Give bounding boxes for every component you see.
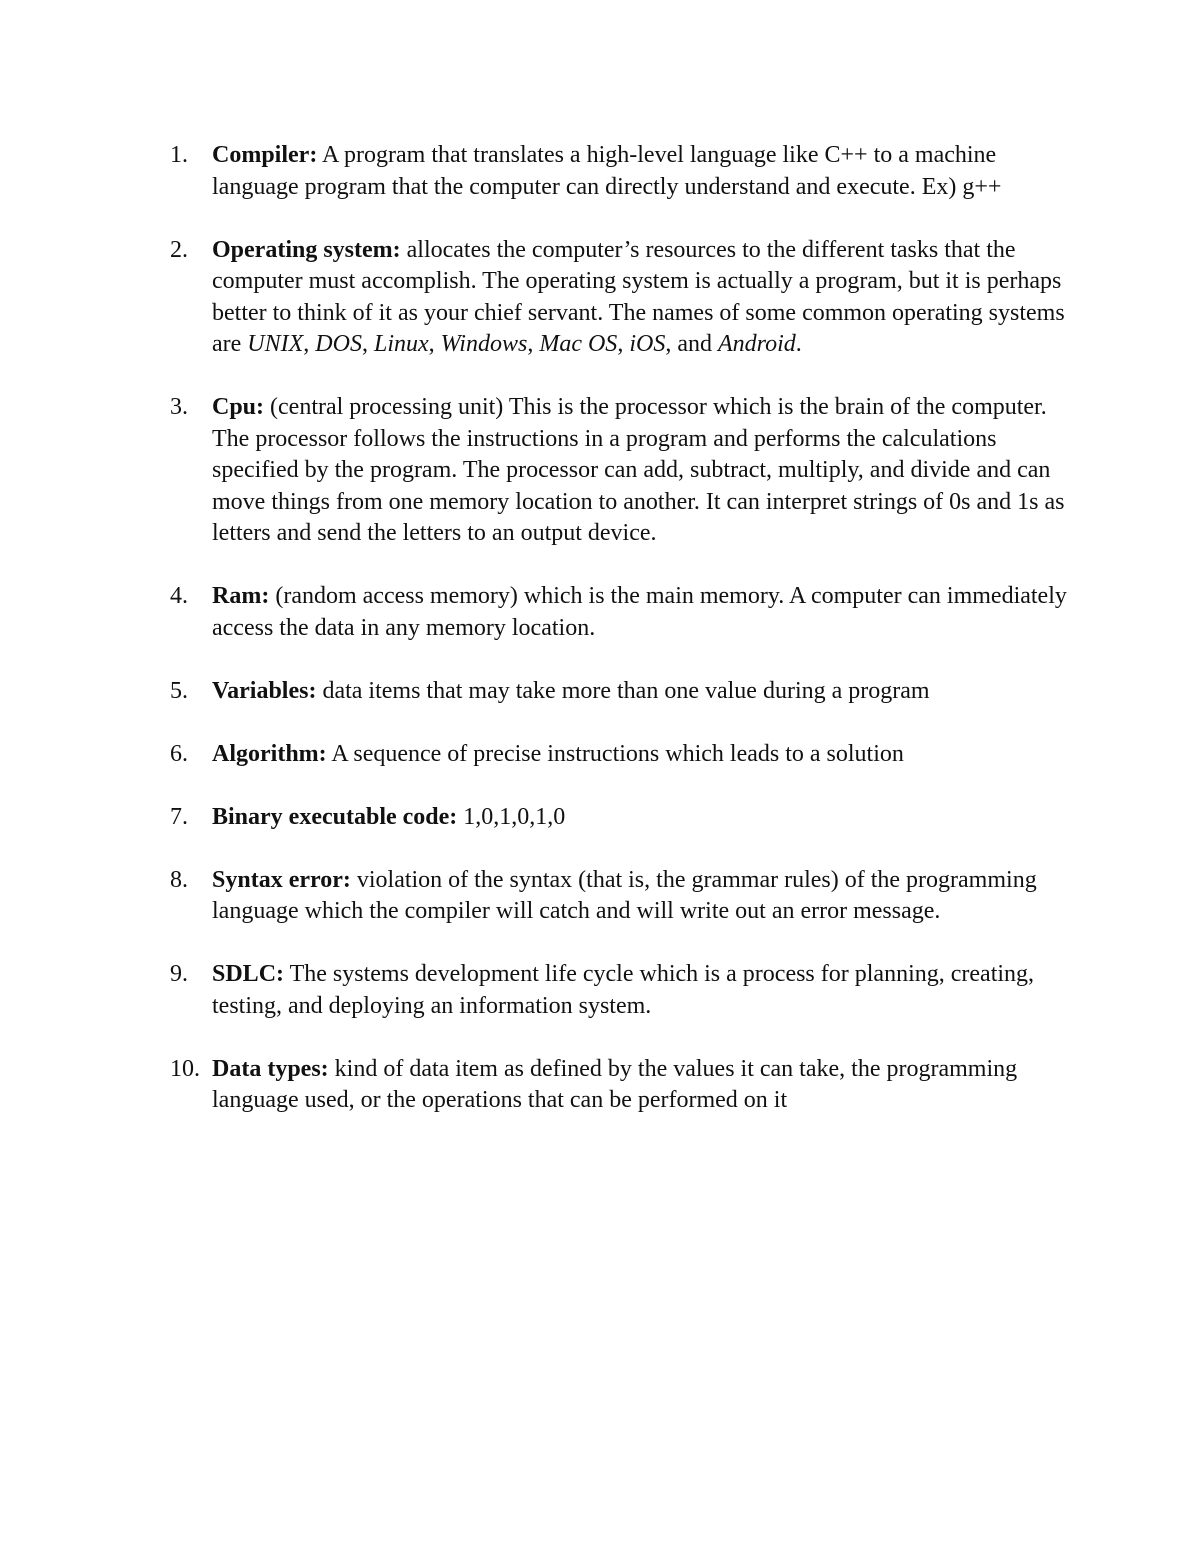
list-item-variables (170, 676, 1070, 708)
term-binary-executable-code: Binary executable code: (212, 803, 458, 830)
definition-syntax-error: violation of the syntax (that is, the grammar rules) of the programming language which the compiler will catch and will write out an error message. (212, 866, 1037, 924)
list-item-compiler (170, 140, 1070, 203)
item-number: 7. (170, 803, 188, 830)
list-item-syntax-error (170, 865, 1070, 928)
list-item-binary-executable-code (170, 802, 1070, 834)
item-number: 10. (170, 1055, 200, 1082)
definition-operating-system: allocates the computer’s resources to the different tasks that the computer must accomplish. The operating system is actually a program, but it is perhaps better to think of it as your chief servant. The names of some common operating systems are (212, 236, 1065, 357)
definition-data-types: kind of data item as defined by the values it can take, the programming language used, or the operations that can be performed on it (212, 1055, 1018, 1113)
list-item-algorithm (170, 739, 1070, 771)
list-item-sdlc (170, 959, 1070, 1022)
term-variables: Variables: (212, 677, 317, 704)
os-name-linux: Linux (373, 331, 429, 357)
item-number: 8. (170, 866, 188, 893)
item-number: 4. (170, 583, 188, 609)
list-item-cpu (170, 392, 1070, 550)
glossary-list (170, 140, 1070, 1148)
term-ram: Ram: (212, 583, 270, 609)
list-item-operating-system: 2. Operating system: allocates the computer’s resources to the different tasks that the computer must accomplish. The operating system is actually a program, but it is perhaps better to think of it as your chief servant. The names of some common operating systems are UNIX, DOS, Linux, Windows, Mac OS, iOS, and Android. (170, 236, 1065, 357)
term-sdlc: SDLC: (212, 961, 285, 987)
os-name-mac-os: Mac OS (539, 331, 618, 357)
definition-algorithm: A sequence of precise instructions which leads to a solution (331, 740, 904, 767)
definition-binary-executable-code: 1,0,1,0,1,0 (463, 803, 566, 830)
os-name-dos: DOS (315, 331, 362, 357)
item-number: 5. (170, 677, 188, 704)
definition-ram: (random access memory) which is the main memory. A computer can immediately access the data in any memory location. (212, 583, 1067, 641)
os-name-unix: UNIX (247, 331, 304, 357)
term-operating-system: Operating system: (212, 236, 401, 263)
item-number: 6. (170, 740, 188, 767)
list-item-data-types (170, 1054, 1070, 1117)
definition-compiler: A program that translates a high-level language like C++ to a machine language program that the computer can directly understand and execute. Ex) g++ (212, 142, 1002, 200)
os-name-windows: Windows (440, 331, 528, 357)
definition-sdlc: The systems development life cycle which is a process for planning, creating, testing, and deploying an information system. (212, 961, 1035, 1019)
term-data-types: Data types: (212, 1055, 329, 1082)
item-number: 3. (170, 394, 188, 420)
term-syntax-error: Syntax error: (212, 866, 351, 893)
os-name-android: Android (717, 331, 796, 357)
term-compiler: Compiler: (212, 142, 318, 168)
item-number: 2. (170, 236, 188, 263)
term-algorithm: Algorithm: (212, 740, 327, 767)
definition-variables: data items that may take more than one value during a program (322, 677, 930, 704)
list-item-ram (170, 581, 1070, 644)
os-name-ios: iOS (629, 331, 666, 357)
definition-cpu: (central processing unit) This is the processor which is the brain of the computer. The processor follows the instructions in a program and performs the calculations specified by the program. The processor can add, subtract, multiply, and divide and can move things from one memory location to another. It can interpret strings of 0s and 1s as letters and send the letters to an output device. (212, 394, 1065, 546)
item-number: 9. (170, 961, 188, 987)
item-number: 1. (170, 142, 188, 168)
term-cpu: Cpu: (212, 394, 265, 420)
